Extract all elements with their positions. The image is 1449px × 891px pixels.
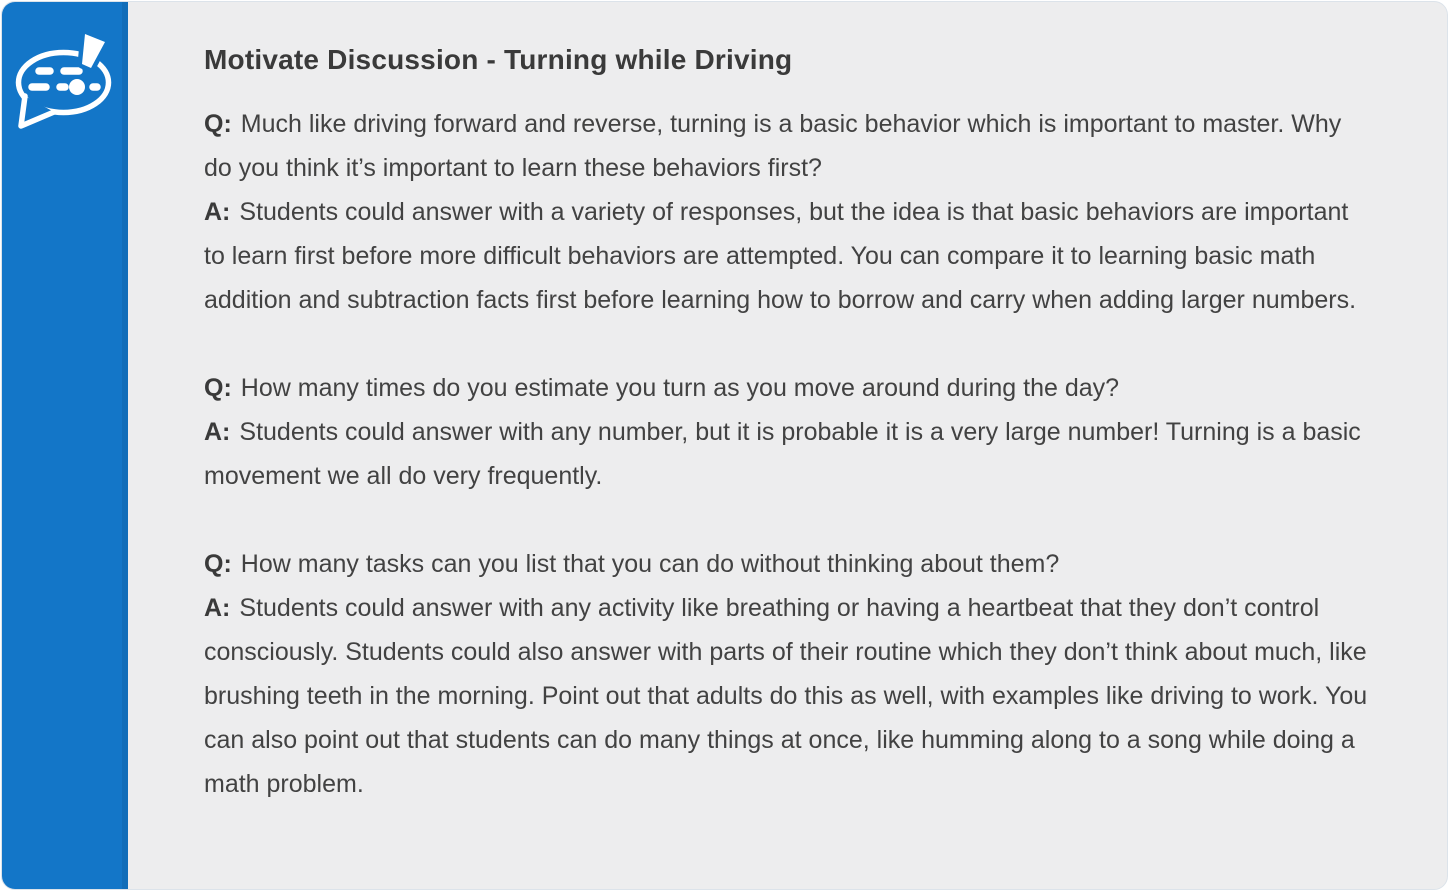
card-content — [128, 2, 1447, 889]
question-line — [204, 542, 1373, 586]
a-label: A: — [204, 418, 231, 446]
a-label: A: — [204, 198, 231, 226]
motivate-discussion-card — [1, 1, 1448, 890]
card-blue-rail — [2, 2, 128, 889]
question-text: How many times do you estimate you turn as you move around during the day? — [240, 374, 1120, 402]
a-label: A: — [204, 594, 231, 622]
answer-line — [204, 410, 1373, 498]
qa-section-1 — [204, 102, 1373, 322]
answer-line — [204, 586, 1373, 806]
answer-text: Students could answer with any activity like breathing or having a heartbeat that they don’t control consciously. Students could also answer with parts of their routine which they don’t think about much, like brushing teeth in the morning. Point out that adults do this as well, with examples like driving to work. You can also point out that students can do many things at once, like humming along to a song while doing a math problem. — [204, 594, 1368, 798]
question-text: How many tasks can you list that you can do without thinking about them? — [240, 550, 1060, 578]
question-line — [204, 102, 1373, 190]
answer-text: Students could answer with a variety of responses, but the idea is that basic behaviors are important to learn first before more difficult behaviors are attempted. You can compare it to learning basic math addition and subtraction facts first before learning how to borrow and carry when adding larger numbers. — [204, 198, 1357, 314]
q-label: Q: — [204, 374, 232, 402]
q-label: Q: — [204, 110, 232, 138]
qa-section-2 — [204, 366, 1373, 498]
answer-text: Students could answer with any number, but it is probable it is a very large number! Turning is a basic movement we all do very frequently. — [204, 418, 1361, 490]
card-title: Motivate Discussion - Turning while Driving — [204, 44, 793, 75]
discussion-bubble-exclamation-icon — [8, 30, 120, 138]
qa-section-3 — [204, 542, 1373, 806]
q-label: Q: — [204, 550, 232, 578]
answer-line — [204, 190, 1373, 322]
question-text: Much like driving forward and reverse, turning is a basic behavior which is important to master. Why do you think it’s important to learn these behaviors first? — [204, 110, 1342, 182]
question-line — [204, 366, 1373, 410]
